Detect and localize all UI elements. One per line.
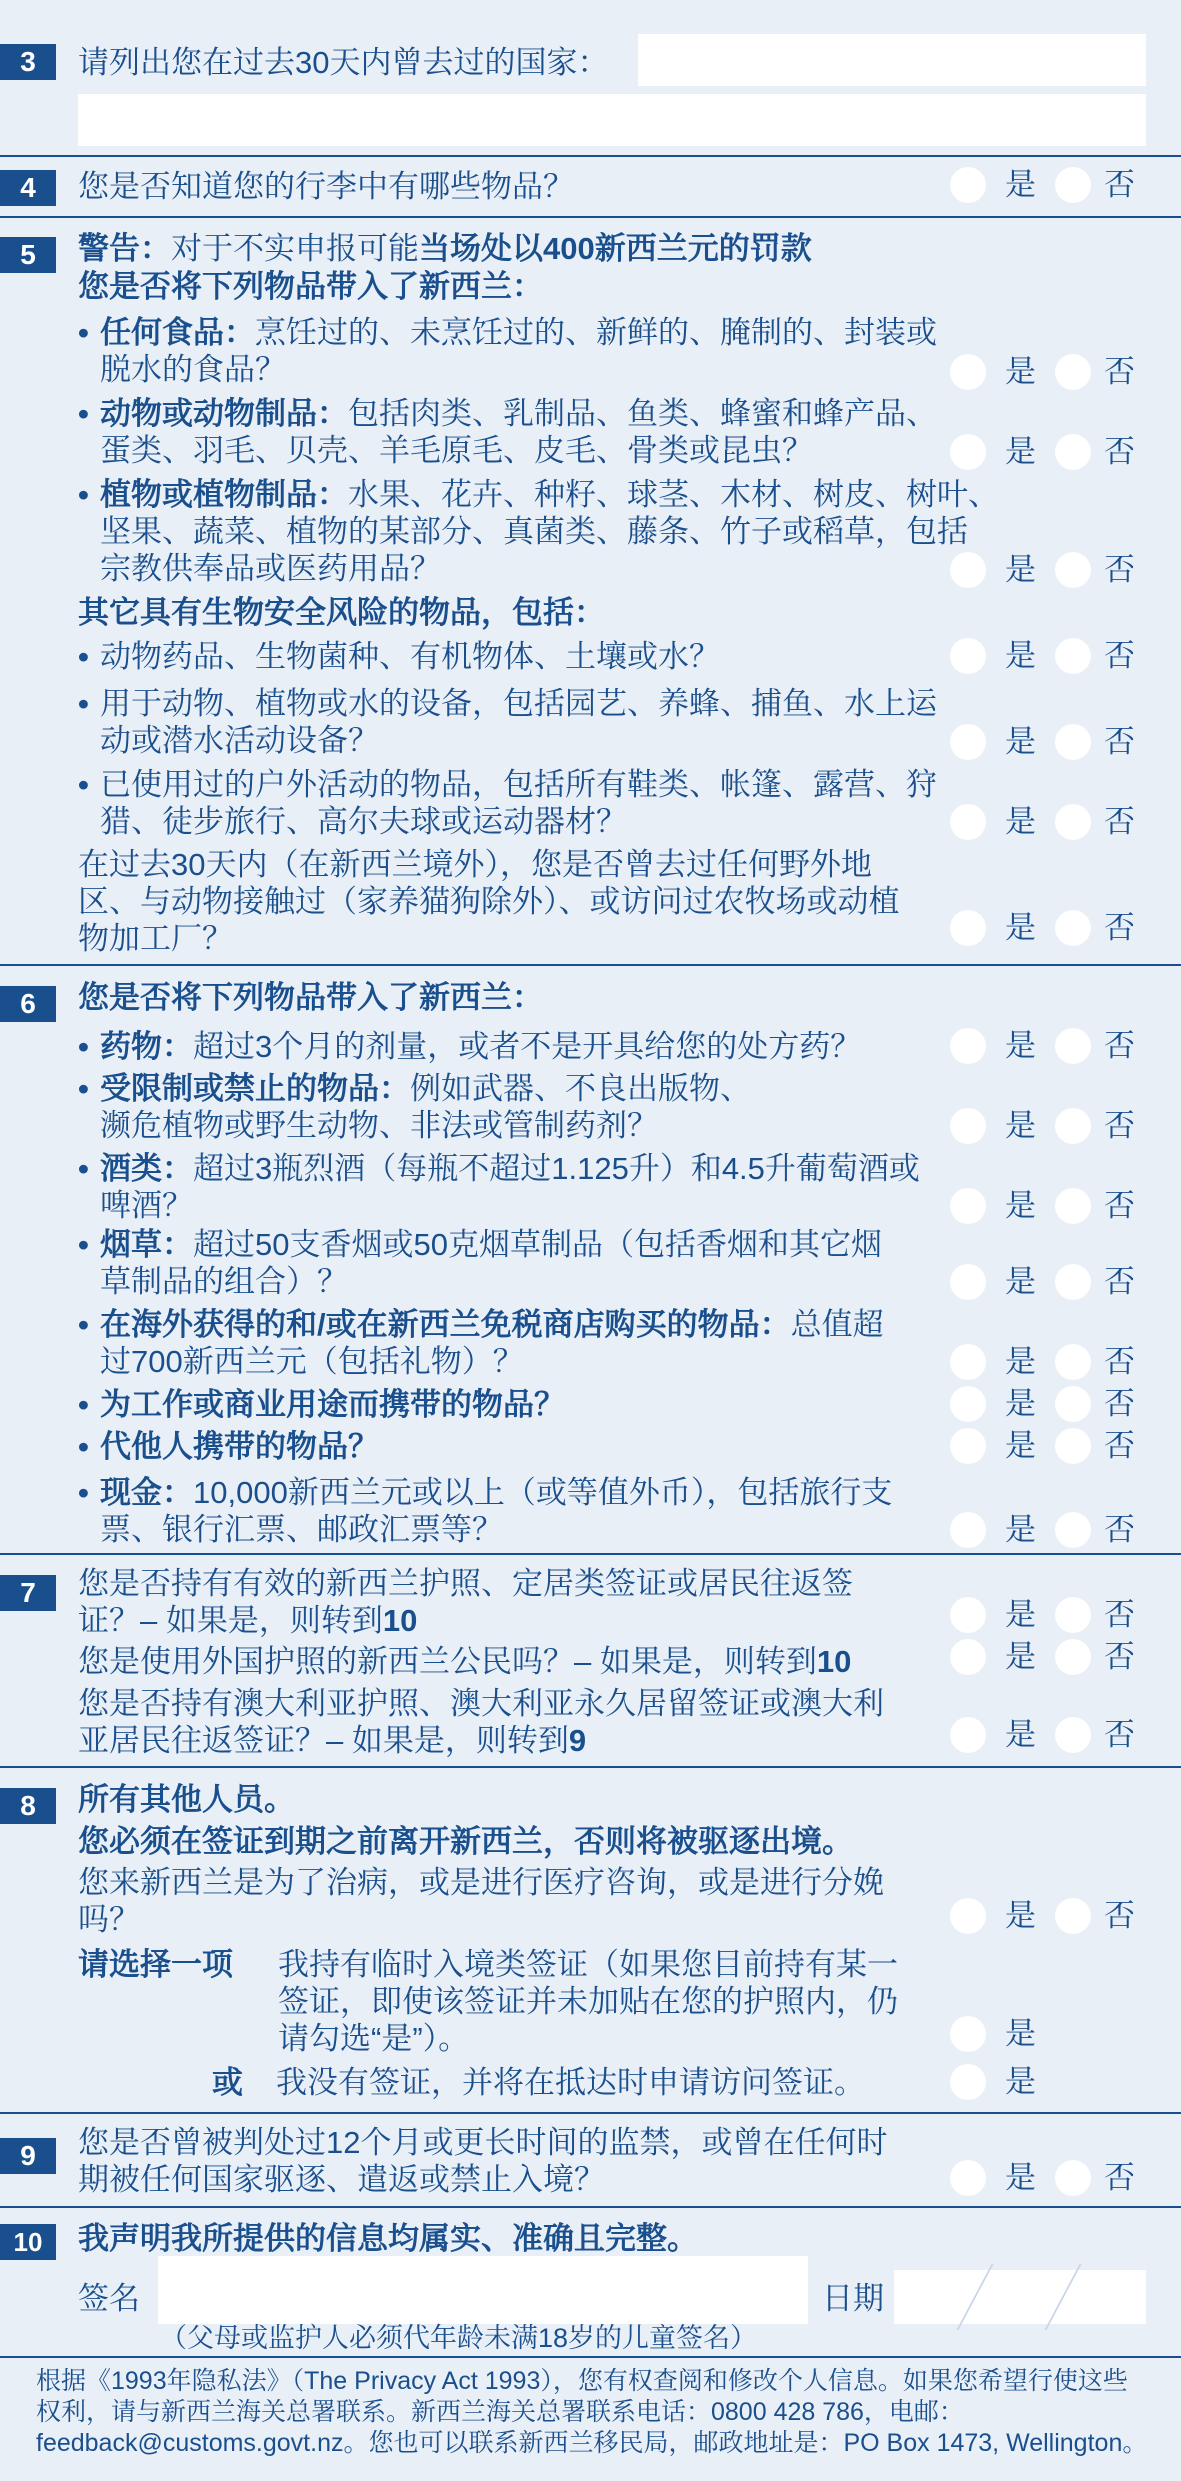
plant-item: 植物或植物制品：水果、花卉、种籽、球茎、木材、树皮、树叶、 (100, 477, 999, 512)
question-10-section (0, 2206, 1181, 2356)
question-number: 4 (0, 170, 56, 206)
yes-no-choice: 是 否 (950, 432, 1170, 472)
question-5-section: 5 警告：对于不实申报可能当场处以400新西兰元的罚款 您是否将下列物品带入了新西兰： • 任何食品：烹饪过的、未烹饪过的、新鲜的、腌制的、封装或 脱水的食品？ 是 否 • 动物或动物制品：包括肉类、乳制品、鱼类、蜂蜜和蜂产品、 蛋类、羽毛、贝壳、羊毛原毛、皮毛、骨类或昆虫？ 是 否 • 植物或植物制品：水果、花卉、种籽、球茎、木材、树皮、树叶、 坚果、蔬菜、植物的某部分、真菌类、藤条、竹子或稻草，包括 宗教供奉品或医药用品？ 是 否 其它具有生物安全风险的物品，包括： • 动物药品、生物菌种、有机物体、土壤或水？ 是 否 • 用于动物、植物或水的设备，包括园艺、养蜂、捕鱼、水上运 动或潜水活动设备？ 是 否 • 已使用过的户外活动的物品，包括所有鞋类、帐篷、露营、狩 猎、徒步旅行、高尔夫球或运动器材？ 是 否 在过去30天内（在新西兰境外），您是否曾去过任何野外地 区、与动物接触过（家养猫狗除外）、或访问过农牧场或动植 物加工厂？ 是 否 (0, 216, 1181, 964)
yes-radio[interactable] (950, 1344, 986, 1380)
no-visa-choice: 是 (950, 2062, 1170, 2102)
yes-no-choice: 是 否 (950, 1426, 1170, 1466)
yes-radio[interactable] (950, 434, 986, 470)
privacy-line-2: 权利，请与新西兰海关总署联系。新西兰海关总署联系电话：0800 428 786，电邮： (36, 2398, 964, 2426)
question-text: 请列出您在过去30天内曾去过的国家： (78, 45, 609, 80)
tobacco-item: 烟草：超过50支香烟或50克烟草制品（包括香烟和其它烟 (100, 1227, 882, 1262)
yes-no-choice: 是 否 (950, 1715, 1170, 1755)
business-item: 为工作或商业用途而携带的物品？ (100, 1387, 565, 1422)
question-text: 您是否知道您的行李中有哪些物品？ (78, 169, 574, 204)
no-radio[interactable] (1055, 552, 1091, 588)
biological-item: 动物药品、生物菌种、有机物体、土壤或水？ (100, 639, 720, 674)
privacy-footer (0, 2356, 1181, 2481)
no-radio[interactable] (1055, 1597, 1091, 1633)
no-radio[interactable] (1055, 1717, 1091, 1753)
no-radio[interactable] (1055, 1898, 1091, 1934)
question-3-section (0, 0, 1181, 154)
declaration: 我声明我所提供的信息均属实、准确且完整。 (78, 2221, 698, 2256)
privacy-line-1: 根据《1993年隐私法》（The Privacy Act 1993），您有权查阅和修改个人信息。如果您希望行使这些 (36, 2367, 1128, 2395)
yes-no-choice: 是 否 (950, 908, 1170, 948)
yes-radio[interactable] (950, 1188, 986, 1224)
yes-no-choice: 是 否 (950, 1106, 1170, 1146)
yes-radio[interactable] (950, 552, 986, 588)
other-items-heading: 其它具有生物安全风险的物品，包括： (78, 595, 605, 630)
question-number: 7 (0, 1575, 56, 1611)
medical-question: 您来新西兰是为了治病，或是进行医疗咨询，或是进行分娩 (78, 1865, 884, 1900)
date-field[interactable] (894, 2270, 1146, 2324)
yes-radio[interactable] (950, 354, 986, 390)
food-item: 任何食品：烹饪过的、未烹饪过的、新鲜的、腌制的、封装或 (100, 315, 937, 350)
no-radio[interactable] (1055, 2160, 1091, 2196)
question-6-section: 6 您是否将下列物品带入了新西兰： • 药物：超过3个月的剂量，或者不是开具给您的处方药？ 是 否 • 受限制或禁止的物品：例如武器、不良出版物、 濒危植物或野生动物、非法或管制药剂？ 是 否 • 酒类：超过3瓶烈酒（每瓶不超过1.125升）和4.5升葡萄酒或 啤酒？ 是 否 • 烟草：超过50支香烟或50克烟草制品（包括香烟和其它烟 草制品的组合）？ 是 否 • 在海外获得的和/或在新西兰免税商店购买的物品：总值超 过700新西兰元（包括礼物）？ 是 否 • 为工作或商业用途而携带的物品？ 是 否 • 代他人携带的物品？ 是 否 • 现金：10,000新西兰元或以上（或等值外币），包括旅行支 票、银行汇票、邮政汇票等？ 是 否 (0, 964, 1181, 1553)
question-7-section: 7 您是否持有有效的新西兰护照、定居类签证或居民往返签 证？– 如果是，则转到10 是 否 您是使用外国护照的新西兰公民吗？– 如果是，则转到10 是 否 您是否持有澳大利亚护照、澳大利亚永久居留签证或澳大利 亚居民往返签证？– 如果是，则转到9 是 否 (0, 1553, 1181, 1766)
yes-radio[interactable] (950, 1898, 986, 1934)
yes-radio[interactable] (950, 1386, 986, 1422)
yes-no-choice: 是 否 (950, 722, 1170, 762)
animal-item: 动物或动物制品：包括肉类、乳制品、鱼类、蜂蜜和蜂产品、 (100, 396, 937, 431)
countries-field-1[interactable] (638, 34, 1146, 86)
question-number: 9 (0, 2138, 56, 2174)
no-radio[interactable] (1055, 638, 1091, 674)
yes-radio[interactable] (950, 1264, 986, 1300)
question-number: 8 (0, 1788, 56, 1824)
yes-radio[interactable] (950, 1639, 986, 1675)
yes-radio[interactable] (950, 1028, 986, 1064)
yes-radio[interactable] (950, 1428, 986, 1464)
alcohol-item: 酒类：超过3瓶烈酒（每瓶不超过1.125升）和4.5升葡萄酒或 (100, 1151, 920, 1186)
question-number: 10 (0, 2224, 56, 2260)
yes-no-choice: 是 否 (950, 1896, 1170, 1936)
outdoor-item: 已使用过的户外活动的物品，包括所有鞋类、帐篷、露营、狩 (100, 767, 937, 802)
yes-no-choice: 是 否 (950, 1186, 1170, 1226)
no-radio[interactable] (1055, 1512, 1091, 1548)
section-heading: 您是否将下列物品带入了新西兰： (78, 980, 543, 1015)
no-radio[interactable] (1055, 354, 1091, 390)
yes-no-choice: 是 否 (950, 1026, 1170, 1066)
yes-radio[interactable] (950, 2016, 986, 2052)
or-label: 或 (212, 2065, 243, 2100)
section-heading: 所有其他人员。 (78, 1782, 295, 1817)
countries-field-2[interactable] (78, 94, 1146, 146)
no-radio[interactable] (1055, 1344, 1091, 1380)
guardian-note: （父母或监护人必须代年龄未满18岁的儿童签名） (160, 2323, 758, 2353)
others-item: 代他人携带的物品？ (100, 1429, 379, 1464)
yes-no-choice: 是 否 (950, 2158, 1170, 2198)
yes-radio[interactable] (950, 910, 986, 946)
section-heading: 您是否将下列物品带入了新西兰： (78, 269, 543, 304)
question-number: 5 (0, 237, 56, 273)
no-radio[interactable] (1055, 1428, 1091, 1464)
no-radio[interactable] (1055, 1386, 1091, 1422)
temporary-visa-option: 我持有临时入境类签证（如果您目前持有某一 (278, 1947, 898, 1982)
nz-citizen-question: 您是使用外国护照的新西兰公民吗？– 如果是，则转到10 (78, 1644, 852, 1679)
visa-expiry-warning: 您必须在签证到期之前离开新西兰，否则将被驱逐出境。 (78, 1824, 853, 1859)
no-radio[interactable] (1055, 1264, 1091, 1300)
question-number: 3 (0, 44, 56, 80)
duty-free-item: 在海外获得的和/或在新西兰免税商店购买的物品：总值超 (100, 1307, 884, 1342)
restricted-item: 受限制或禁止的物品：例如武器、不良出版物、 (100, 1071, 751, 1106)
yes-no-choice: 是 否 (950, 802, 1170, 842)
signature-label: 签名 (78, 2281, 140, 2316)
yes-radio[interactable] (950, 804, 986, 840)
no-radio[interactable] (1055, 167, 1091, 203)
no-radio[interactable] (1055, 1639, 1091, 1675)
temporary-visa-choice: 是 (950, 2014, 1170, 2054)
yes-no-choice: 是 否 (950, 1637, 1170, 1677)
yes-radio[interactable] (950, 1597, 986, 1633)
warning-line: 警告：对于不实申报可能当场处以400新西兰元的罚款 (78, 231, 812, 266)
date-label: 日期 (822, 2281, 884, 2316)
question-4-section (0, 155, 1181, 216)
no-visa-option: 我没有签证，并将在抵达时申请访问签证。 (276, 2065, 865, 2100)
yes-radio[interactable] (950, 167, 986, 203)
question-8-section: 8 所有其他人员。 您必须在签证到期之前离开新西兰，否则将被驱逐出境。 您来新西兰是为了治病，或是进行医疗咨询，或是进行分娩 吗？ 是 否 请选择一项 我持有临时入境类签证（如果您目前持有某一 签证，即使该签证并未加贴在您的护照内，仍 请勾选“是”）。 是 或 我没有签证，并将在抵达时申请访问签证。 是 (0, 1766, 1181, 2112)
no-radio[interactable] (1055, 1108, 1091, 1144)
question-text: 您是否曾被判处过12个月或更长时间的监禁，或曾在任何时 (78, 2125, 888, 2160)
no-label: 否 (1104, 167, 1135, 202)
no-radio[interactable] (1055, 910, 1091, 946)
signature-field[interactable] (158, 2256, 808, 2324)
yes-no-choice: 是 否 (950, 636, 1170, 676)
question-9-section: 9 您是否曾被判处过12个月或更长时间的监禁，或曾在任何时 期被任何国家驱逐、遣返或禁止入境？ 是 否 (0, 2112, 1181, 2206)
yes-no-choice: 是 否 (950, 1595, 1170, 1635)
choose-one-label: 请选择一项 (78, 1947, 233, 1982)
yes-radio[interactable] (950, 2064, 986, 2100)
question-number: 6 (0, 986, 56, 1022)
yes-radio[interactable] (950, 724, 986, 760)
no-radio[interactable] (1055, 1028, 1091, 1064)
yes-no-choice: 是 否 (950, 1342, 1170, 1382)
yes-radio[interactable] (950, 1512, 986, 1548)
nz-passport-question: 您是否持有有效的新西兰护照、定居类签证或居民往返签 (78, 1566, 853, 1601)
privacy-line-3: feedback@customs.govt.nz。您也可以联系新西兰移民局，邮政地址是：PO Box 1473, Wellington。 (36, 2429, 1148, 2457)
equipment-item: 用于动物、植物或水的设备，包括园艺、养蜂、捕鱼、水上运 (100, 686, 937, 721)
yes-no-choice: 是 否 (950, 1510, 1170, 1550)
australian-passport-question: 您是否持有澳大利亚护照、澳大利亚永久居留签证或澳大利 (78, 1686, 884, 1721)
yes-label: 是 (1005, 167, 1036, 202)
yes-no-choice: 是 否 (950, 550, 1170, 590)
yes-radio[interactable] (950, 2160, 986, 2196)
no-radio[interactable] (1055, 434, 1091, 470)
yes-radio[interactable] (950, 638, 986, 674)
medicine-item: 药物：超过3个月的剂量，或者不是开具给您的处方药？ (100, 1029, 862, 1064)
yes-no-choice: 是 否 (950, 1262, 1170, 1302)
yes-no-choice: 是 否 (950, 352, 1170, 392)
farm-visit-question: 在过去30天内（在新西兰境外），您是否曾去过任何野外地 (78, 847, 872, 882)
yes-radio[interactable] (950, 1108, 986, 1144)
cash-item: 现金：10,000新西兰元或以上（或等值外币），包括旅行支 (100, 1475, 893, 1510)
yes-no-choice: 是 否 (950, 1384, 1170, 1424)
no-radio[interactable] (1055, 804, 1091, 840)
yes-no-choice (950, 165, 1170, 205)
no-radio[interactable] (1055, 1188, 1091, 1224)
no-radio[interactable] (1055, 724, 1091, 760)
yes-radio[interactable] (950, 1717, 986, 1753)
